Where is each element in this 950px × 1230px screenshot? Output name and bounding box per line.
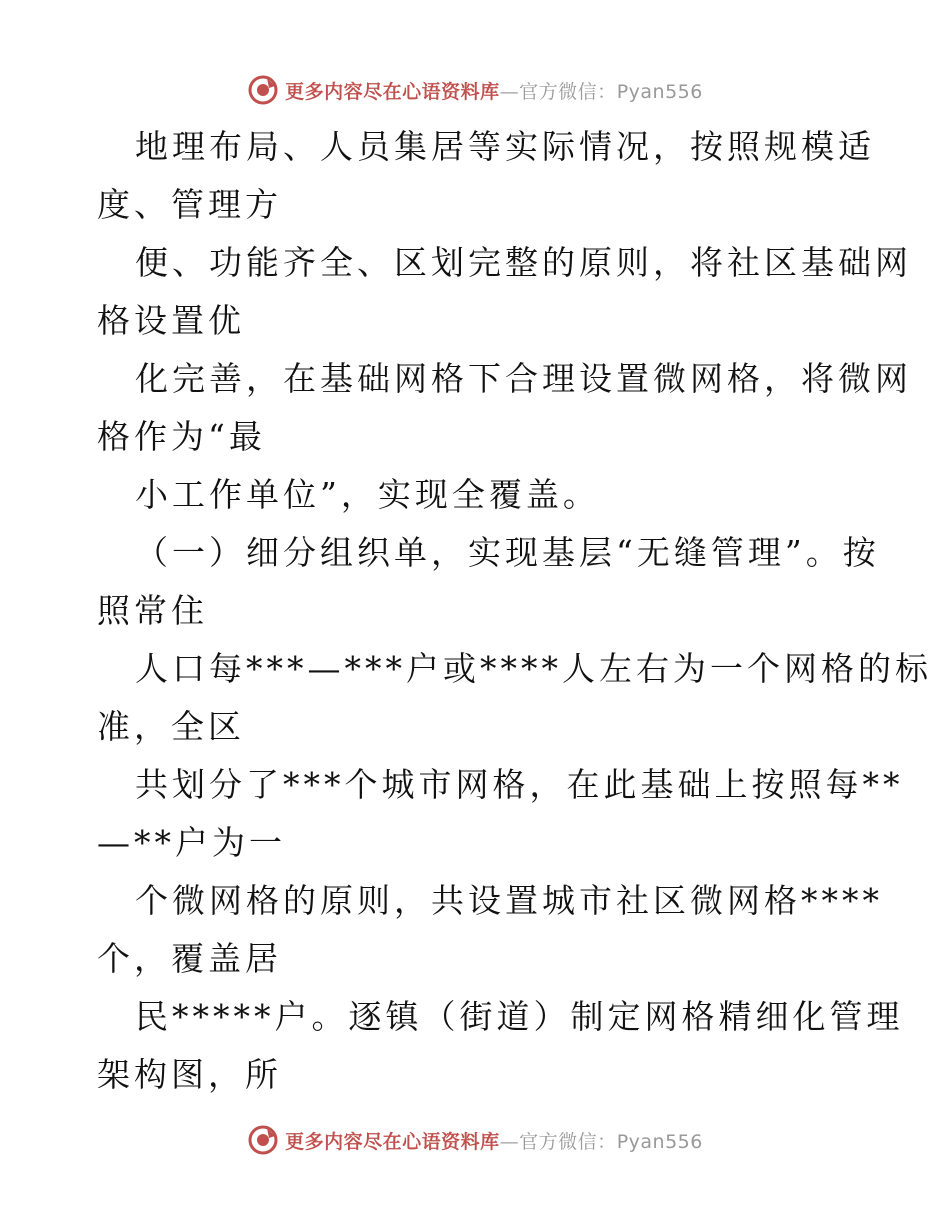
banner-separator: — <box>499 1130 520 1153</box>
document-body <box>97 118 932 1104</box>
banner-wechat-id: Pyan556 <box>616 80 703 103</box>
text-line: （一）细分组织单，实现基层“无缝管理”。按 <box>135 533 880 572</box>
text-line: 地理布局、人员集居等实际情况，按照规模适 <box>135 127 875 166</box>
text-line: 架构图，所 <box>97 1055 282 1094</box>
text-line: 共划分了***个城市网格，在此基础上按照每** <box>135 765 904 804</box>
logo-icon <box>247 74 279 106</box>
text-line: 民*****户。逐镇（街道）制定网格精细化管理 <box>135 997 904 1036</box>
text-line: —**户为一 <box>97 823 286 862</box>
banner-text <box>285 77 703 104</box>
text-line: 便、功能齐全、区划完整的原则，将社区基础网 <box>135 243 912 282</box>
banner-text <box>285 1127 703 1154</box>
text-line: 格作为“最 <box>97 417 266 456</box>
banner-wechat-label: 官方微信： <box>519 80 617 103</box>
banner-brand: 更多内容尽在心语资料库 <box>285 1130 500 1153</box>
text-line: 格设置优 <box>97 301 245 340</box>
banner-wechat-id: Pyan556 <box>616 1130 703 1153</box>
text-line: 个，覆盖居 <box>97 939 282 978</box>
text-line: 照常住 <box>97 591 208 630</box>
text-line: 度、管理方 <box>97 185 282 224</box>
text-line: 小工作单位”，实现全覆盖。 <box>135 475 600 514</box>
footer-banner <box>0 1120 950 1160</box>
banner-wechat-label: 官方微信： <box>519 1130 617 1153</box>
banner-brand: 更多内容尽在心语资料库 <box>285 80 500 103</box>
logo-icon <box>247 1124 279 1156</box>
banner-separator: — <box>499 80 520 103</box>
text-line: 化完善，在基础网格下合理设置微网格，将微网 <box>135 359 912 398</box>
text-line: 准，全区 <box>97 707 245 746</box>
header-banner <box>0 70 950 110</box>
text-line: 人口每***—***户或****人左右为一个网格的标 <box>135 649 932 688</box>
text-line: 个微网格的原则，共设置城市社区微网格**** <box>135 881 883 920</box>
